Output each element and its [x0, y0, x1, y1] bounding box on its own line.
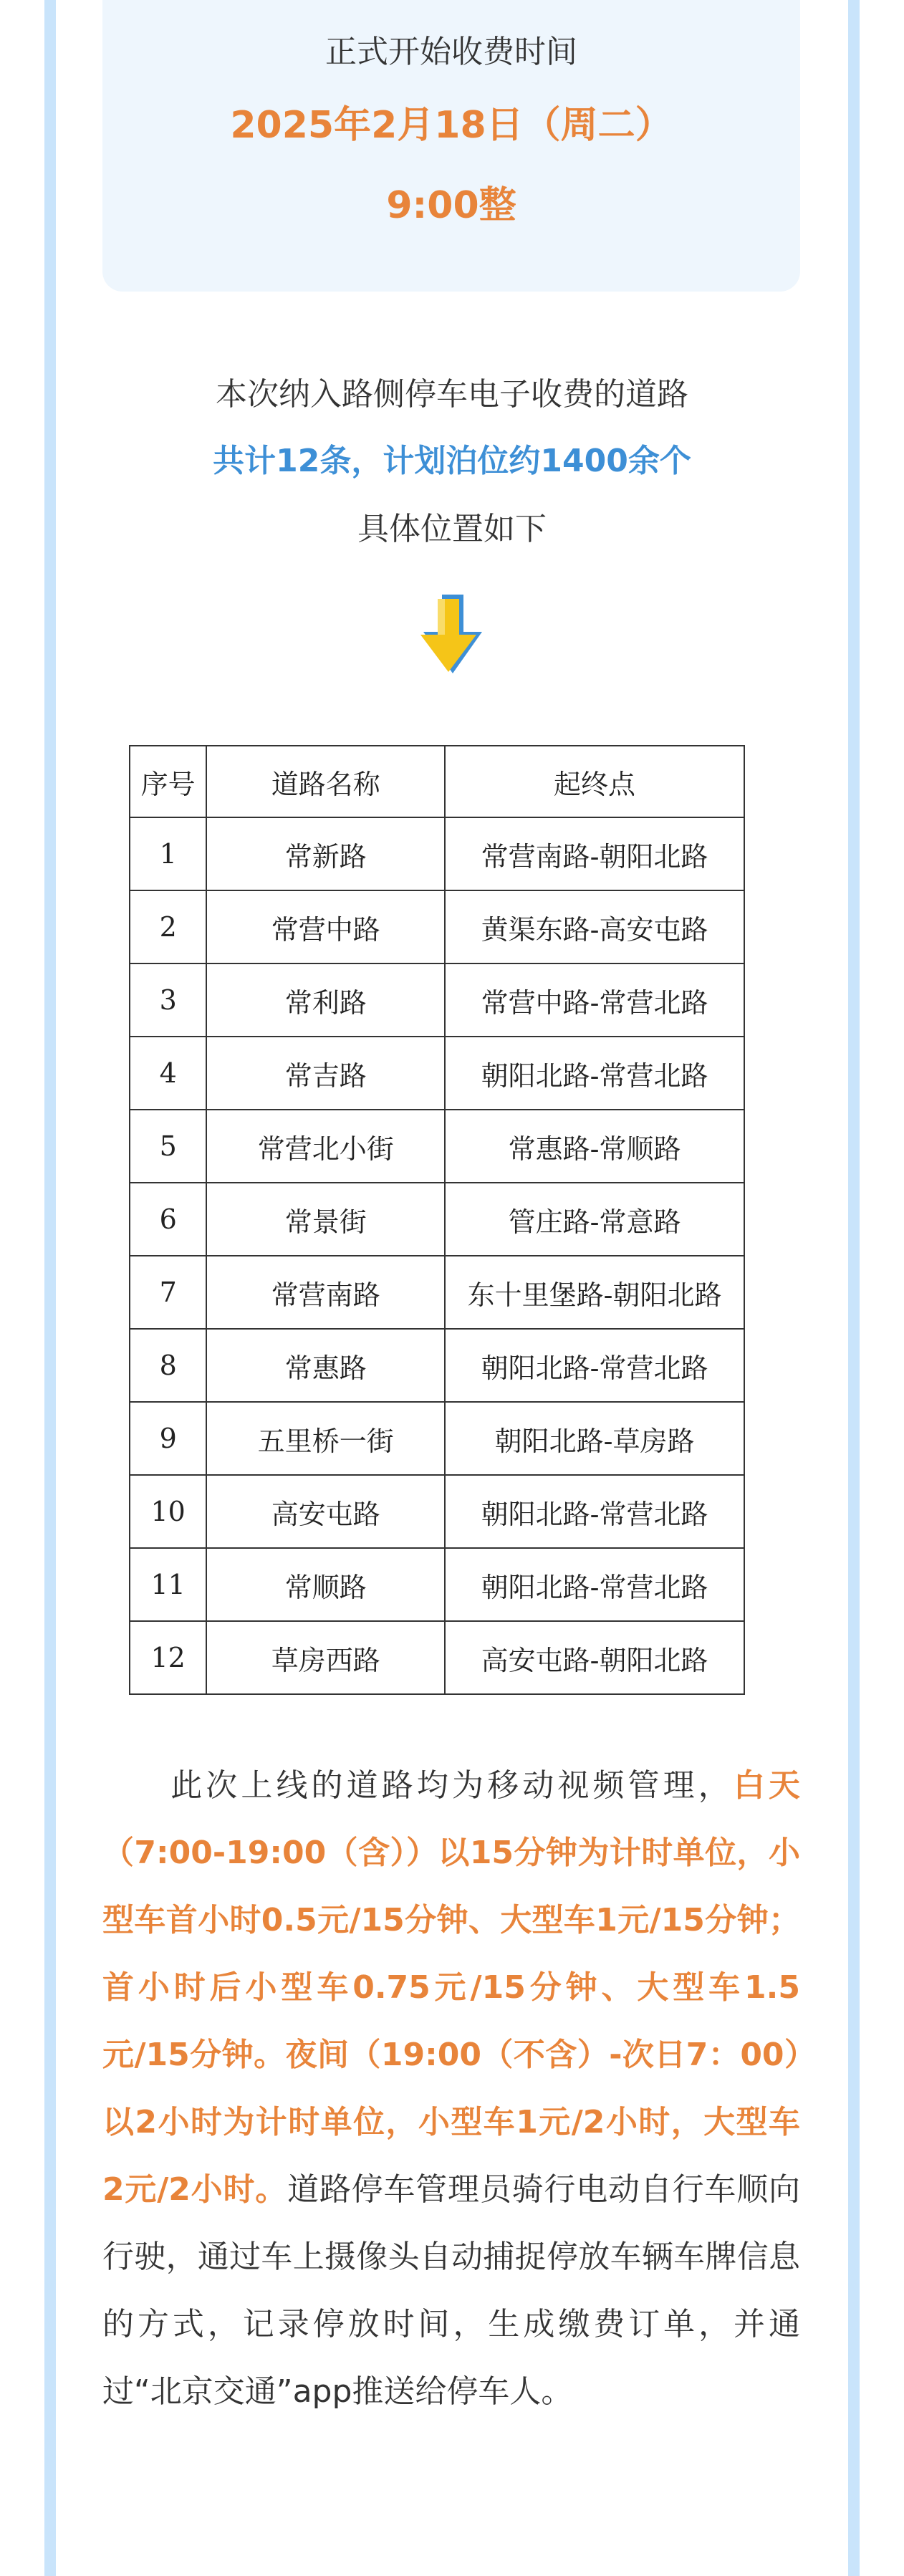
charging-start-time: 9:00整	[386, 184, 516, 227]
row-number: 3	[130, 963, 206, 1037]
row-number: 5	[130, 1110, 206, 1183]
row-start-end: 管庄路-常意路	[445, 1183, 744, 1256]
table-header-row	[130, 746, 744, 817]
table-row	[130, 1110, 744, 1183]
row-start-end: 常营中路-常营北路	[445, 963, 744, 1037]
row-start-end: 朝阳北路-常营北路	[445, 1037, 744, 1110]
charging-start-label: 正式开始收费时间	[325, 34, 577, 70]
road-table	[129, 745, 745, 1695]
row-number: 9	[130, 1402, 206, 1475]
header-start-end: 起终点	[445, 746, 744, 817]
row-number: 6	[130, 1183, 206, 1256]
row-road-name: 常营中路	[206, 890, 445, 963]
table-row	[130, 963, 744, 1037]
table-row	[130, 1475, 744, 1548]
row-number: 12	[130, 1621, 206, 1694]
row-road-name: 常吉路	[206, 1037, 445, 1110]
row-number: 11	[130, 1548, 206, 1621]
row-road-name: 常营南路	[206, 1256, 445, 1329]
row-start-end: 朝阳北路-常营北路	[445, 1329, 744, 1402]
table-row	[130, 1037, 744, 1110]
table-row	[130, 1402, 744, 1475]
row-road-name: 常景街	[206, 1183, 445, 1256]
row-road-name: 常营北小街	[206, 1110, 445, 1183]
fee-description-paragraph	[102, 1752, 800, 2426]
row-start-end: 常惠路-常顺路	[445, 1110, 744, 1183]
table-row	[130, 890, 744, 963]
paragraph-fee-rules: 白天（7:00-19:00（含））以15分钟为计时单位，小型车首小时0.5元/15分钟、大型车1元/15分钟；首小时后小型车0.75元/15分钟、大型车1.5元/15分钟。夜间（19:00（不含）-次日7：00）以2小时为计时单位，小型车1元/2小时，大型车2元/2小时。	[102, 1767, 801, 2208]
table-row	[130, 817, 744, 890]
intro-line-roads: 本次纳入路侧停车电子收费的道路	[216, 376, 688, 413]
row-road-name: 常顺路	[206, 1548, 445, 1621]
charging-start-box	[102, 0, 800, 292]
row-number: 7	[130, 1256, 206, 1329]
table-row	[130, 1183, 744, 1256]
intro-line-location: 具体位置如下	[357, 511, 547, 547]
row-start-end: 朝阳北路-常营北路	[445, 1548, 744, 1621]
row-road-name: 常新路	[206, 817, 445, 890]
intro-line-count: 共计12条，计划泊位约1400余个	[213, 443, 691, 479]
row-number: 10	[130, 1475, 206, 1548]
row-start-end: 黄渠东路-高安屯路	[445, 890, 744, 963]
row-road-name: 草房西路	[206, 1621, 445, 1694]
table-row	[130, 1621, 744, 1694]
row-start-end: 常营南路-朝阳北路	[445, 817, 744, 890]
row-number: 4	[130, 1037, 206, 1110]
paragraph-rest: 道路停车管理员骑行电动自行车顺向行驶，通过车上摄像头自动捕捉停放车辆车牌信息的方式，记录停放时间，生成缴费订单，并通过“北京交通”app推送给停车人。	[102, 2171, 800, 2410]
header-road-name: 道路名称	[206, 746, 445, 817]
down-arrow-icon	[413, 592, 492, 678]
table-row	[130, 1329, 744, 1402]
row-road-name: 常惠路	[206, 1329, 445, 1402]
paragraph-lead: 此次上线的道路均为移动视频管理，	[167, 1767, 734, 1804]
row-number: 1	[130, 817, 206, 890]
row-number: 8	[130, 1329, 206, 1402]
row-start-end: 东十里堡路-朝阳北路	[445, 1256, 744, 1329]
table-row	[130, 1548, 744, 1621]
row-road-name: 常利路	[206, 963, 445, 1037]
table-row	[130, 1256, 744, 1329]
row-start-end: 高安屯路-朝阳北路	[445, 1621, 744, 1694]
charging-start-date: 2025年2月18日（周二）	[230, 104, 673, 147]
row-road-name: 五里桥一街	[206, 1402, 445, 1475]
row-start-end: 朝阳北路-草房路	[445, 1402, 744, 1475]
header-number: 序号	[130, 746, 206, 817]
row-road-name: 高安屯路	[206, 1475, 445, 1548]
row-number: 2	[130, 890, 206, 963]
row-start-end: 朝阳北路-常营北路	[445, 1475, 744, 1548]
